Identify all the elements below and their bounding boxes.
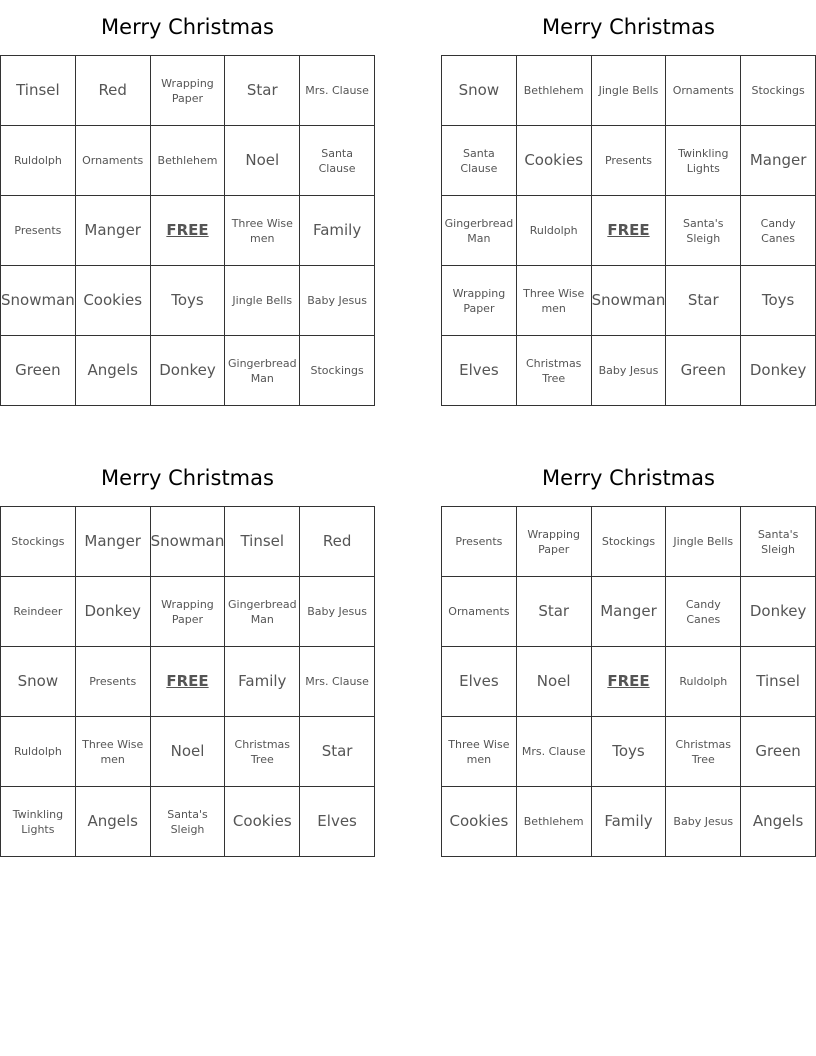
bingo-cell: Ruldolph [517,196,592,266]
bingo-cell: Baby Jesus [300,577,375,647]
bingo-cell: Christmas Tree [225,717,300,787]
bingo-cell: Cookies [442,787,517,857]
bingo-cell: Star [225,56,300,126]
bingo-cell: Star [517,577,592,647]
bingo-cell: Green [1,336,76,406]
bingo-cell: Santa Clause [442,126,517,196]
bingo-cell: Family [225,647,300,717]
card-title: Merry Christmas [542,466,715,490]
bingo-cell: Donkey [76,577,151,647]
bingo-cell: Snowman [1,266,76,336]
bingo-cell: Stockings [300,336,375,406]
bingo-cell: Angels [741,787,816,857]
bingo-cell: Candy Canes [666,577,741,647]
bingo-cell: Santa's Sleigh [741,507,816,577]
bingo-cell: Noel [225,126,300,196]
bingo-cell: Ornaments [666,56,741,126]
bingo-cell: Wrapping Paper [517,507,592,577]
bingo-cell: Cookies [225,787,300,857]
bingo-cell: Snowman [592,266,667,336]
bingo-cell: Baby Jesus [300,266,375,336]
bingo-cell: Ruldolph [666,647,741,717]
bingo-cell: Candy Canes [741,196,816,266]
bingo-cell: Family [300,196,375,266]
bingo-card-4 [441,451,816,830]
bingo-cell: Manger [76,507,151,577]
bingo-cell: Star [300,717,375,787]
bingo-cell: Presents [1,196,76,266]
bingo-cell: Jingle Bells [225,266,300,336]
bingo-cell: Santa's Sleigh [151,787,226,857]
bingo-cell: Mrs. Clause [300,647,375,717]
bingo-cell: Wrapping Paper [442,266,517,336]
bingo-cell: Manger [592,577,667,647]
free-space-cell: FREE [592,196,667,266]
bingo-cell: Red [76,56,151,126]
bingo-cell: Snowman [151,507,226,577]
bingo-cell: Elves [300,787,375,857]
bingo-cell: Cookies [76,266,151,336]
bingo-cell: Angels [76,336,151,406]
bingo-cell: Gingerbread Man [225,577,300,647]
free-space-cell: FREE [151,196,226,266]
card-title: Merry Christmas [101,15,274,39]
bingo-cell: Red [300,507,375,577]
bingo-cell: Stockings [1,507,76,577]
bingo-cell: Mrs. Clause [517,717,592,787]
bingo-cell: Wrapping Paper [151,577,226,647]
bingo-cell: Noel [151,717,226,787]
free-space-cell: FREE [592,647,667,717]
bingo-cell: Stockings [741,56,816,126]
bingo-cell: Baby Jesus [666,787,741,857]
bingo-cell: Ruldolph [1,126,76,196]
bingo-cell: Noel [517,647,592,717]
bingo-cell: Donkey [741,336,816,406]
bingo-cell: Toys [741,266,816,336]
bingo-cell: Ornaments [442,577,517,647]
bingo-cell: Toys [592,717,667,787]
bingo-cell: Jingle Bells [592,56,667,126]
bingo-cell: Santa's Sleigh [666,196,741,266]
bingo-cell: Donkey [151,336,226,406]
free-space-cell: FREE [151,647,226,717]
bingo-cell: Christmas Tree [517,336,592,406]
bingo-cell: Three Wise men [517,266,592,336]
bingo-cell: Tinsel [741,647,816,717]
bingo-grid [441,55,816,406]
bingo-cell: Presents [592,126,667,196]
bingo-grid [0,55,375,406]
bingo-cell: Jingle Bells [666,507,741,577]
bingo-cell: Twinkling Lights [666,126,741,196]
bingo-cell: Stockings [592,507,667,577]
bingo-cell: Gingerbread Man [442,196,517,266]
bingo-grid [441,506,816,857]
card-title: Merry Christmas [542,15,715,39]
bingo-card-3 [0,451,375,836]
bingo-cell: Presents [76,647,151,717]
bingo-cell: Three Wise men [442,717,517,787]
bingo-cell: Presents [442,507,517,577]
bingo-grid [0,506,375,857]
bingo-cell: Mrs. Clause [300,56,375,126]
card-title: Merry Christmas [101,466,274,490]
bingo-cell: Bethlehem [517,787,592,857]
bingo-cell: Bethlehem [517,56,592,126]
bingo-cell: Donkey [741,577,816,647]
bingo-cell: Tinsel [225,507,300,577]
bingo-cell: Elves [442,336,517,406]
bingo-cell: Manger [741,126,816,196]
bingo-cell: Three Wise men [76,717,151,787]
bingo-cell: Ornaments [76,126,151,196]
bingo-cell: Reindeer [1,577,76,647]
bingo-cell: Twinkling Lights [1,787,76,857]
bingo-cell: Snow [1,647,76,717]
bingo-cell: Baby Jesus [592,336,667,406]
bingo-cell: Ruldolph [1,717,76,787]
bingo-cell: Gingerbread Man [225,336,300,406]
bingo-cell: Tinsel [1,56,76,126]
bingo-cell: Toys [151,266,226,336]
bingo-cell: Elves [442,647,517,717]
bingo-cell: Santa Clause [300,126,375,196]
bingo-card-1 [0,0,375,385]
bingo-cell: Manger [76,196,151,266]
bingo-cell: Christmas Tree [666,717,741,787]
bingo-cell: Cookies [517,126,592,196]
bingo-cell: Green [666,336,741,406]
bingo-cell: Family [592,787,667,857]
bingo-cell: Bethlehem [151,126,226,196]
bingo-card-2 [441,0,816,385]
bingo-cell: Three Wise men [225,196,300,266]
bingo-cell: Wrapping Paper [151,56,226,126]
bingo-cell: Star [666,266,741,336]
bingo-cell: Green [741,717,816,787]
bingo-cell: Snow [442,56,517,126]
bingo-cell: Angels [76,787,151,857]
